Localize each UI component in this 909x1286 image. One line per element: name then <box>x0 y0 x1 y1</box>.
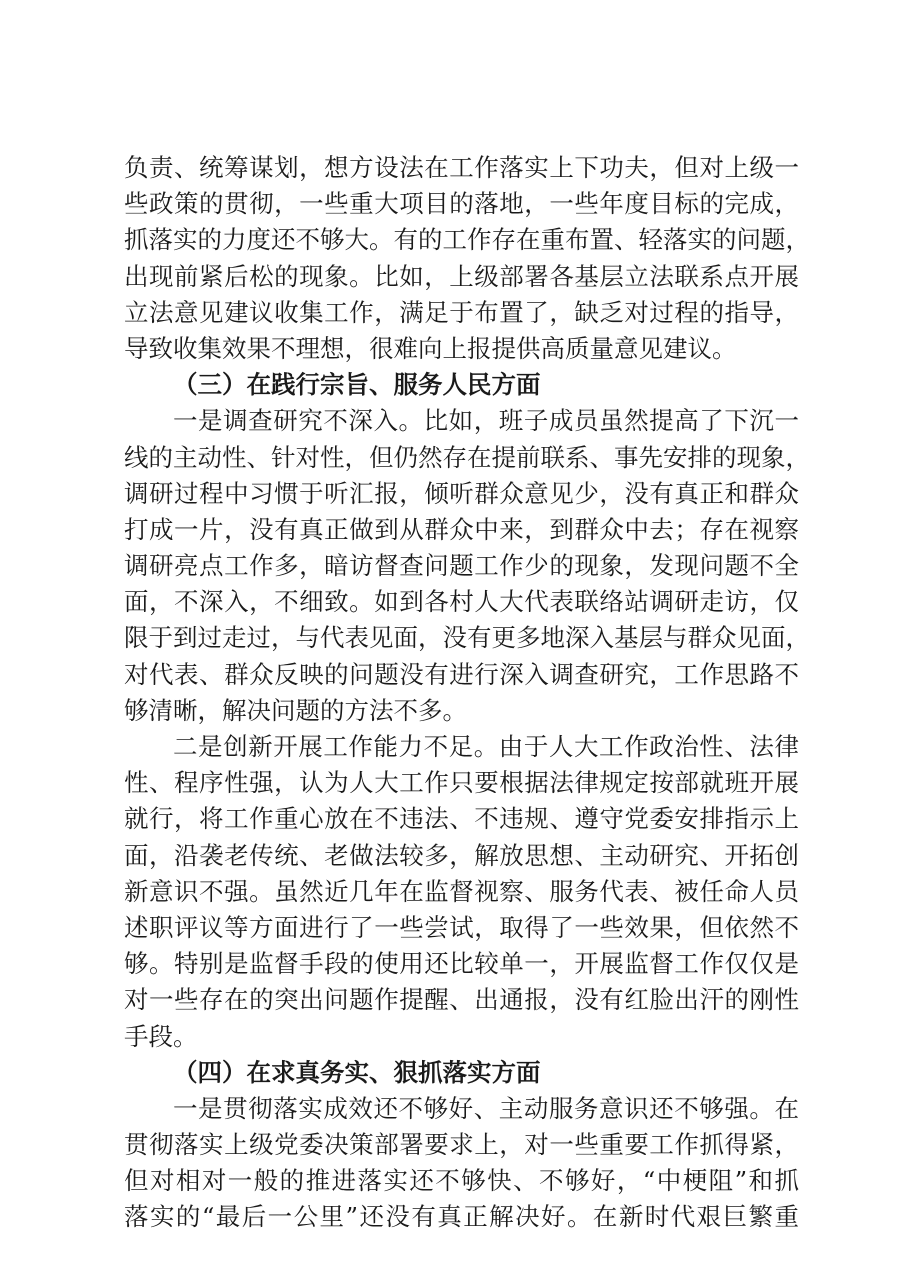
text-line: 一是贯彻落实成效还不够好、主动服务意识还不够强。在 <box>173 1093 799 1123</box>
paragraph <box>124 729 799 1055</box>
section-heading: （四）在求真务实、狠抓落实方面 <box>173 1057 541 1087</box>
text-line: 线的主动性、针对性，但仍然存在提前联系、事先安排的现象， <box>124 442 810 472</box>
text-line: 新意识不强。虽然近几年在监督视察、服务代表、被任命人员 <box>124 876 799 906</box>
text-line: 些政策的贯彻，一些重大项目的落地，一些年度目标的完成， <box>124 189 799 219</box>
text-line: 对一些存在的突出问题作提醒、出通报，没有红脸出汗的刚性 <box>124 985 799 1015</box>
text-line: 二是创新开展工作能力不足。由于人大工作政治性、法律 <box>173 732 799 761</box>
text-line: 对代表、群众反映的问题没有进行深入调查研究，工作思路不 <box>124 659 799 689</box>
paragraph <box>124 1091 799 1236</box>
text-line: 限于到过走过，与代表见面，没有更多地深入基层与群众见面， <box>124 623 810 653</box>
text-line: 一是调查研究不深入。比如，班子成员虽然提高了下沉一 <box>173 406 799 436</box>
text-line: 调研亮点工作多，暗访督查问题工作少的现象，发现问题不全 <box>124 551 799 581</box>
paragraph-continuation <box>124 150 810 367</box>
text-line: 面，沿袭老传统、老做法较多，解放思想、主动研究、开拓创 <box>124 840 799 870</box>
text-line: 面，不深入，不细致。如到各村人大代表联络站调研走访，仅 <box>124 587 799 617</box>
text-line: 性、程序性强，认为人大工作只要根据法律规定按部就班开展 <box>124 768 799 798</box>
text-line: 调研过程中习惯于听汇报，倾听群众意见少，没有真正和群众 <box>124 478 799 508</box>
paragraph <box>124 403 810 729</box>
text-line: 手段。 <box>124 1021 198 1051</box>
section-heading: （三）在践行宗旨、服务人民方面 <box>173 370 541 400</box>
text-line: 贯彻落实上级党委决策部署要求上，对一些重要工作抓得紧， <box>124 1130 799 1160</box>
text-line: 负责、统筹谋划，想方设法在工作落实上下功夫，但对上级一 <box>124 153 799 182</box>
text-line: 打成一片，没有真正做到从群众中来，到群众中去；存在视察 <box>124 514 799 544</box>
document-body <box>124 150 810 1236</box>
text-line: 抓落实的力度还不够大。有的工作存在重布置、轻落实的问题， <box>124 225 810 255</box>
text-line: 述职评议等方面进行了一些尝试，取得了一些效果，但依然不 <box>124 912 799 942</box>
text-line: 够清晰，解决问题的方法不多。 <box>124 695 467 725</box>
text-line: 够。特别是监督手段的使用还比较单一，开展监督工作仅仅是 <box>124 949 799 979</box>
text-line: 出现前紧后松的现象。比如，上级部署各基层立法联系点开展 <box>124 261 799 291</box>
text-line: 导致收集效果不理想，很难向上报提供高质量意见建议。 <box>124 333 737 363</box>
text-line: 落实的“最后一公里”还没有真正解决好。在新时代艰巨繁重 <box>124 1202 799 1232</box>
text-line: 就行，将工作重心放在不违法、不违规、遵守党委安排指示上 <box>124 804 799 834</box>
text-line: 但对相对一般的推进落实还不够快、不够好，“中梗阻”和抓 <box>124 1166 799 1196</box>
text-line: 立法意见建议收集工作，满足于布置了，缺乏对过程的指导， <box>124 297 799 327</box>
